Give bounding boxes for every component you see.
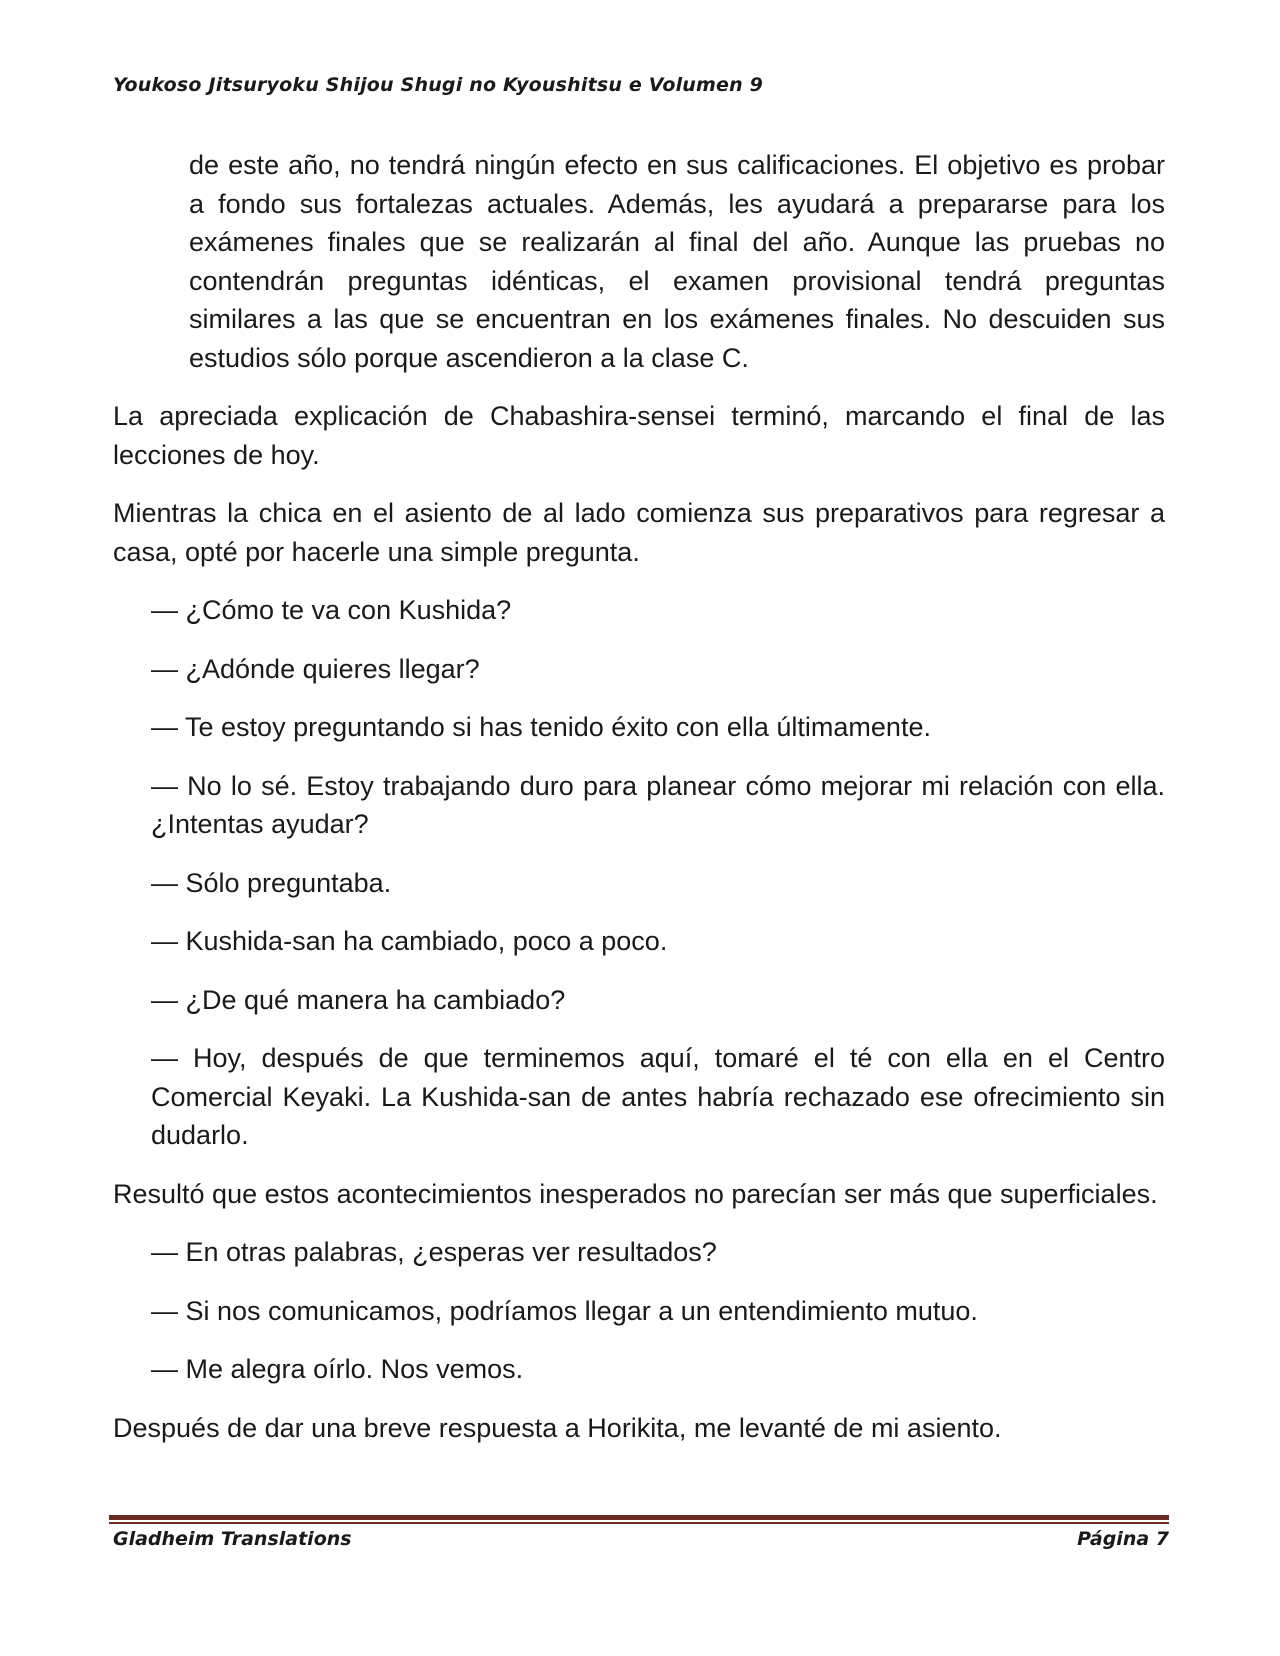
paragraph-narration: Después de dar una breve respuesta a Horikita, me levanté de mi asiento. (113, 1412, 1002, 1443)
paragraph-dialog: — Kushida-san ha cambiado, poco a poco. (151, 926, 668, 956)
paragraph-dialog: — ¿Adónde quieres llegar? (151, 653, 480, 684)
paragraph-dialog: — ¿De qué manera ha cambiado? (151, 984, 566, 1015)
page-header-title: Youkoso Jitsuryoku Shijou Shugi no Kyoushitsu e Volumen 9 (113, 74, 764, 96)
paragraph-quote: de este año, no tendrá ningún efecto en sus calificaciones. El objetivo es probar a fondo sus fortalezas actuales. Además, les ayudará a prepararse para los exámenes finales que se realizarán al final del año. Aunque las pruebas no contendrán preguntas idénticas, el examen provisional tendrá preguntas similares a las que se encuentran en los exámenes finales. No descuiden sus estudios sólo porque ascendieron a la clase C. (189, 150, 1165, 373)
page-body (113, 146, 1165, 1467)
paragraph-dialog: — Me alegra oírlo. Nos vemos. (151, 1354, 524, 1384)
paragraph-dialog: — Si nos comunicamos, podríamos llegar a un entendimiento mutuo. (151, 1295, 978, 1326)
footer-translator-credit: Gladheim Translations (113, 1528, 352, 1550)
footer-page-number: Página 7 (1077, 1528, 1169, 1550)
paragraph-narration: La apreciada explicación de Chabashira-sensei terminó, marcando el final de las lecciones de hoy. (113, 401, 1165, 470)
footer-divider-thick (109, 1515, 1169, 1520)
paragraph-dialog: — Sólo preguntaba. (151, 867, 392, 898)
paragraph-dialog: — Te estoy preguntando si has tenido éxito con ella últimamente. (151, 712, 931, 742)
paragraph-dialog: — No lo sé. Estoy trabajando duro para planear cómo mejorar mi relación con ella. ¿Intentas ayudar? (151, 770, 1165, 839)
paragraph-narration: Mientras la chica en el asiento de al lado comienza sus preparativos para regresar a casa, opté por hacerle una simple pregunta. (113, 498, 1165, 567)
paragraph-dialog: — ¿Cómo te va con Kushida? (151, 595, 512, 625)
paragraph-dialog: — Hoy, después de que terminemos aquí, tomaré el té con ella en el Centro Comercial Keyaki. La Kushida-san de antes habría rechazado ese ofrecimiento sin dudarlo. (151, 1043, 1165, 1150)
paragraph-narration: Resultó que estos acontecimientos inesperados no parecían ser más que superficiales. (113, 1178, 1158, 1209)
footer-divider-thin (109, 1522, 1169, 1524)
paragraph-dialog: — En otras palabras, ¿esperas ver resultados? (151, 1237, 717, 1267)
